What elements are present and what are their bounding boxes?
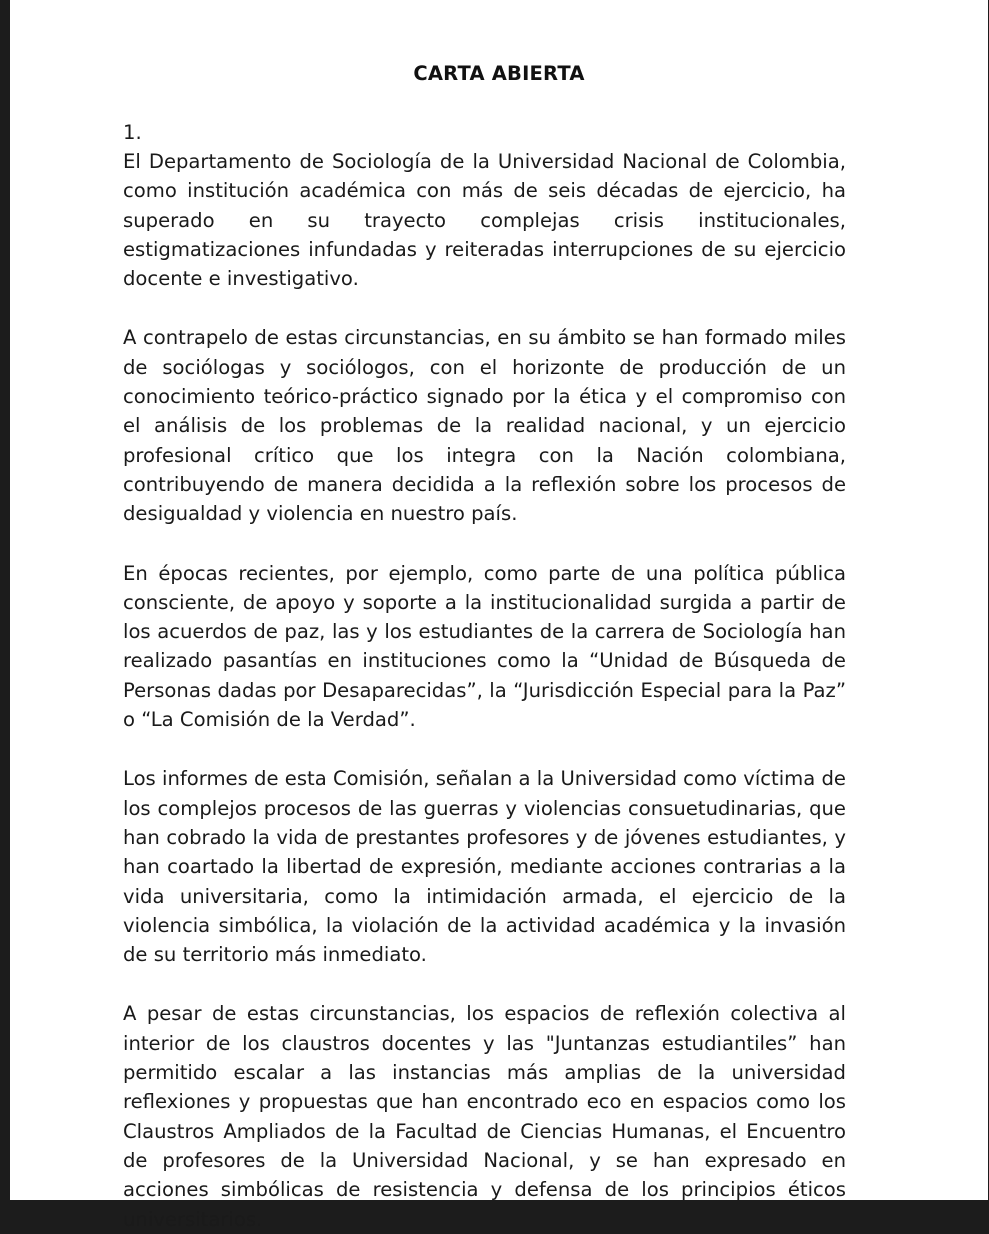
paragraph-4: Los informes de esta Comisión, señalan a la Universidad como víctima de los complejos procesos de las guerras y violencias consuetudinarias, que han cobrado la vida de prestantes profesores y de jóvenes estudiantes, y han coartado la libertad de expresión, mediante acciones contrarias a la vida universitaria, como la intimidación armada, el ejercicio de la violencia simbólica, la violación de la actividad académica y la invasión de su territorio más inmediato. <box>123 767 846 967</box>
paragraph-1: El Departamento de Sociología de la Universidad Nacional de Colombia, como institución académica con más de seis décadas de ejercicio, ha superado en su trayecto complejas crisis institucionales, estigmatizaciones infundadas y reiteradas interrupciones de su ejercicio docente e investigativo. <box>123 150 846 291</box>
letter-title: CARTA ABIERTA <box>413 62 585 85</box>
paragraph-3: En épocas recientes, por ejemplo, como parte de una política pública consciente, de apoyo y soporte a la institucionalidad surgida a partir de los acuerdos de paz, las y los estudiantes de la carrera de Sociología han realizado pasantías en instituciones como la “Unidad de Búsqueda de Personas dadas por Desaparecidas”, la “Jurisdicción Especial para la Paz” o “La Comisión de la Verdad”. <box>123 561 846 732</box>
section-number: 1. <box>123 121 142 144</box>
document-page <box>10 0 988 1231</box>
paragraph-5: A pesar de estas circunstancias, los espacios de reflexión colectiva al interior de los claustros docentes y las "Juntanzas estudiantiles” han permitido escalar a las instancias más amplias de la universidad reflexiones y propuestas que han encontrado eco en espacios como los Claustros Ampliados de la Facultad de Ciencias Humanas, el Encuentro de profesores de la Universidad Nacional, y se han expresado en acciones simbólicas de resistencia y defensa de los principios éticos universitarios. <box>123 1002 846 1231</box>
letter-body <box>123 118 846 1234</box>
paragraph-2: A contrapelo de estas circunstancias, en su ámbito se han formado miles de sociólogas y sociólogos, con el horizonte de producción de un conocimiento teórico-práctico signado por la ética y el compromiso con el análisis de los problemas de la realidad nacional, y un ejercicio profesional crítico que los integra con la Nación colombiana, contribuyendo de manera decidida a la reflexión sobre los procesos de desigualdad y violencia en nuestro país. <box>123 326 846 526</box>
